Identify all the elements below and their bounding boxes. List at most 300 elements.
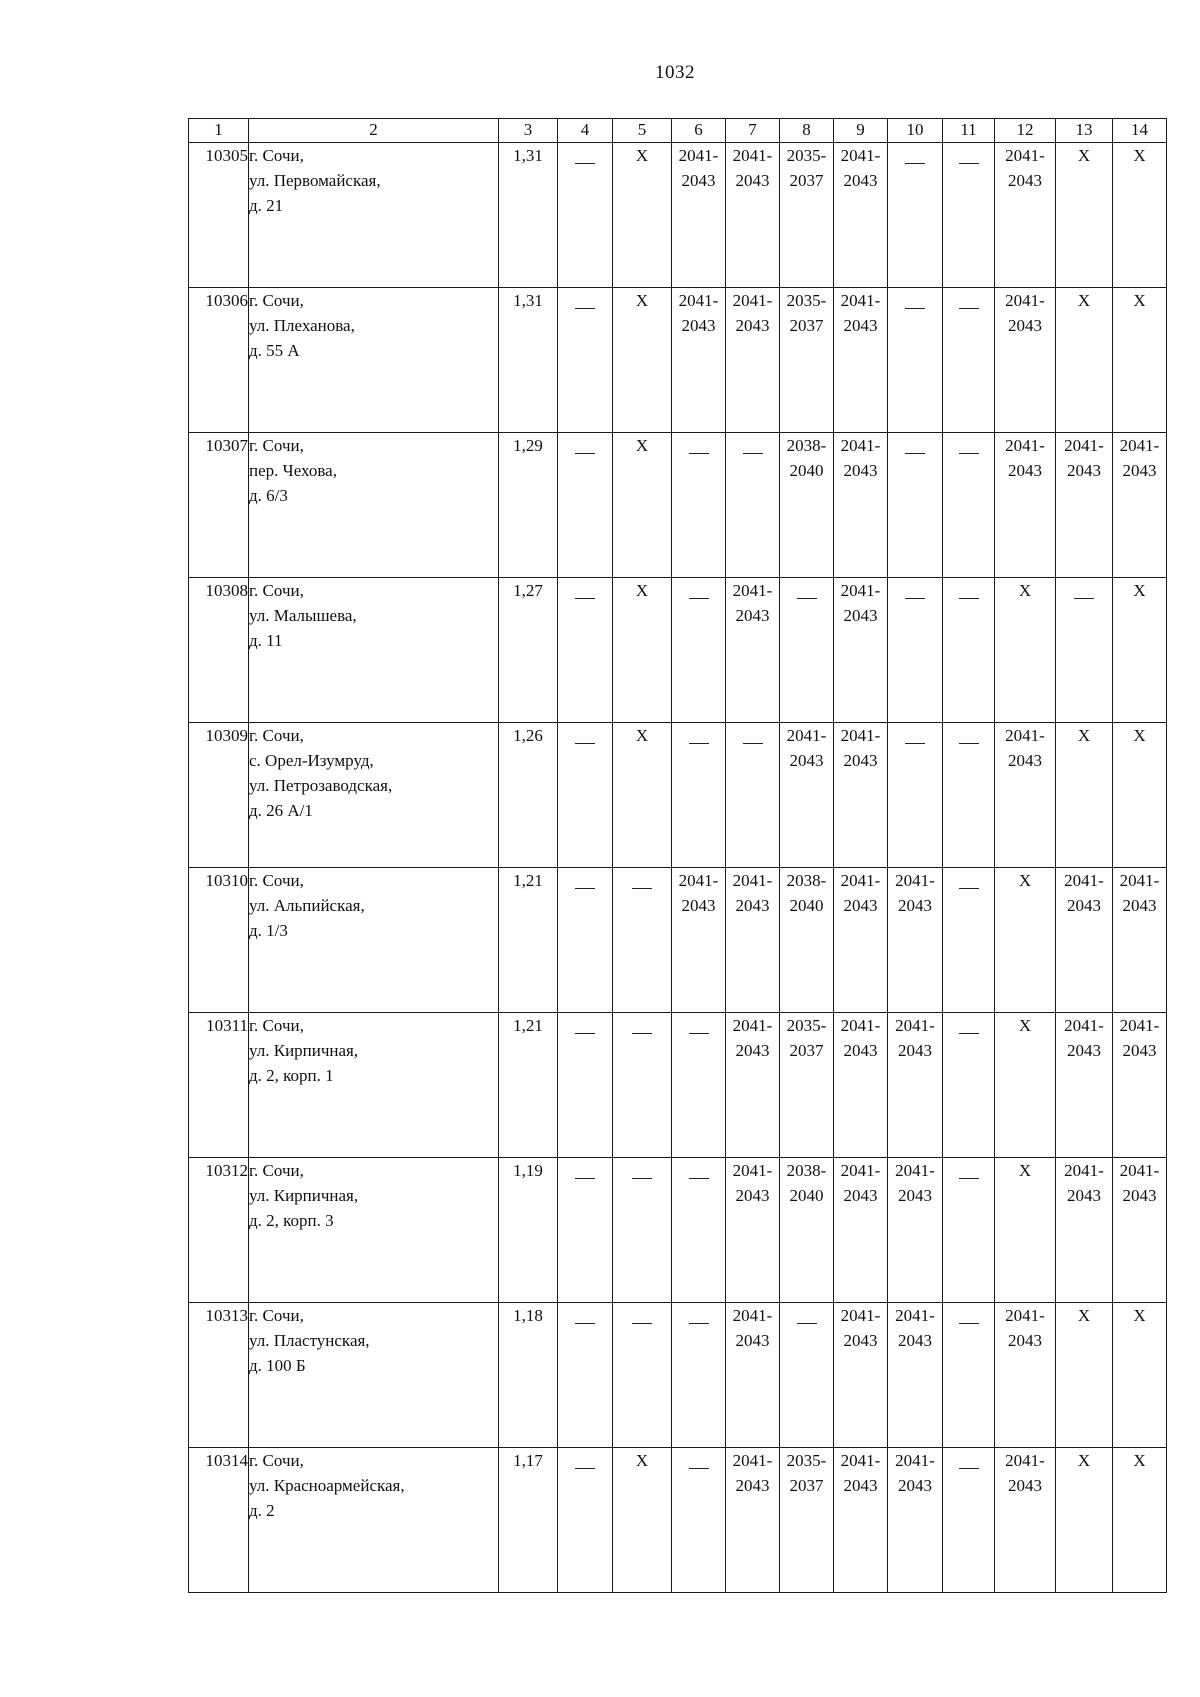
value-cell-col-13 [1056, 723, 1113, 868]
table-row [189, 433, 1167, 578]
term-value: Х [635, 291, 649, 310]
value-cell-col-6 [672, 723, 726, 868]
value-cell-col-8 [780, 1158, 834, 1303]
term-value: 2041- 2043 [1005, 726, 1045, 770]
term-value: 2041- 2043 [732, 291, 773, 335]
term-value: 2041- 2043 [1119, 1161, 1160, 1205]
value-cell-col-14 [1113, 1158, 1167, 1303]
address-line: ул. Красноармейская, [249, 1476, 405, 1495]
address-line: д. 6/3 [249, 486, 288, 505]
term-value: 2041- 2043 [1119, 436, 1160, 480]
value-cell-col-4 [558, 1303, 613, 1448]
dash-mark [959, 453, 979, 454]
term-value: 2041- 2043 [840, 1016, 881, 1060]
term-value: 2041- 2043 [840, 146, 881, 190]
value-cell-col-5 [613, 1303, 672, 1448]
value-cell-col-7 [726, 1158, 780, 1303]
row-number: 10311 [189, 1013, 249, 1158]
term-value: 2041- 2043 [1064, 871, 1104, 915]
value-cell-col-11 [943, 433, 995, 578]
value-cell-col-10 [888, 1158, 943, 1303]
value-cell-col-4 [558, 288, 613, 433]
address-line: д. 21 [249, 196, 284, 215]
address-line: пер. Чехова, [249, 461, 337, 480]
term-value: 2041- 2043 [840, 871, 881, 915]
row-number: 10306 [189, 288, 249, 433]
address-line: г. Сочи, [249, 1016, 304, 1035]
dash-mark [797, 598, 817, 599]
value-cell-col-5 [613, 868, 672, 1013]
ratio-cell: 1,26 [499, 723, 558, 868]
value-cell-col-4 [558, 578, 613, 723]
table-row [189, 1013, 1167, 1158]
term-value: Х [1133, 291, 1146, 310]
value-cell-col-14 [1113, 578, 1167, 723]
dash-mark [689, 598, 709, 599]
value-cell-col-13 [1056, 578, 1113, 723]
value-cell-col-11 [943, 1303, 995, 1448]
term-value: 2041- 2043 [840, 1161, 881, 1205]
dash-mark [689, 1178, 709, 1179]
value-cell-col-5 [613, 1448, 672, 1593]
term-value: 2035- 2037 [786, 146, 827, 190]
dash-mark [632, 1033, 652, 1034]
term-value: 2041- 2043 [1119, 1016, 1160, 1060]
table-row [189, 1448, 1167, 1593]
term-value: 2038- 2040 [786, 436, 827, 480]
value-cell-col-10 [888, 288, 943, 433]
value-cell-col-14 [1113, 433, 1167, 578]
dash-mark [689, 1468, 709, 1469]
value-cell-col-11 [943, 723, 995, 868]
value-cell-col-12 [995, 578, 1056, 723]
value-cell-col-14 [1113, 143, 1167, 288]
value-cell-col-5 [613, 288, 672, 433]
value-cell-col-13 [1056, 1303, 1113, 1448]
ratio-cell: 1,27 [499, 578, 558, 723]
address-line: г. Сочи, [249, 1451, 304, 1470]
column-number-4: 4 [558, 119, 613, 143]
term-value: 2041- 2043 [895, 1451, 935, 1495]
value-cell-col-12 [995, 1303, 1056, 1448]
value-cell-col-11 [943, 288, 995, 433]
term-value: Х [635, 726, 649, 745]
dash-mark [959, 598, 979, 599]
address-line: ул. Кирпичная, [249, 1041, 359, 1060]
address-cell [249, 143, 499, 288]
term-value: 2041- 2043 [1005, 1306, 1045, 1350]
value-cell-col-7 [726, 1303, 780, 1448]
value-cell-col-10 [888, 723, 943, 868]
term-value: 2041- 2043 [840, 1306, 881, 1350]
address-line: г. Сочи, [249, 581, 304, 600]
dash-mark [905, 308, 925, 309]
term-value: 2041- 2043 [840, 291, 881, 335]
dash-mark [575, 888, 595, 889]
value-cell-col-14 [1113, 868, 1167, 1013]
column-number-12: 12 [995, 119, 1056, 143]
value-cell-col-8 [780, 723, 834, 868]
column-number-13: 13 [1056, 119, 1113, 143]
dash-mark [959, 1323, 979, 1324]
value-cell-col-5 [613, 1013, 672, 1158]
value-cell-col-12 [995, 723, 1056, 868]
dash-mark [959, 163, 979, 164]
value-cell-col-8 [780, 1448, 834, 1593]
value-cell-col-5 [613, 433, 672, 578]
term-value: 2041- 2043 [1005, 1451, 1045, 1495]
value-cell-col-7 [726, 1013, 780, 1158]
column-number-9: 9 [834, 119, 888, 143]
dash-mark [959, 888, 979, 889]
value-cell-col-13 [1056, 288, 1113, 433]
term-value: 2041- 2043 [1064, 1161, 1104, 1205]
term-value: 2035- 2037 [786, 291, 827, 335]
term-value: Х [1133, 1451, 1146, 1470]
value-cell-col-11 [943, 143, 995, 288]
address-line: г. Сочи, [249, 436, 304, 455]
address-cell [249, 1158, 499, 1303]
term-value: Х [635, 146, 649, 165]
ratio-cell: 1,31 [499, 143, 558, 288]
value-cell-col-12 [995, 868, 1056, 1013]
value-cell-col-12 [995, 1448, 1056, 1593]
term-value: 2041- 2043 [895, 1306, 935, 1350]
dash-mark [575, 163, 595, 164]
value-cell-col-7 [726, 433, 780, 578]
value-cell-col-7 [726, 288, 780, 433]
value-cell-col-5 [613, 143, 672, 288]
value-cell-col-10 [888, 1303, 943, 1448]
row-number: 10313 [189, 1303, 249, 1448]
address-line: ул. Петрозаводская, [249, 776, 393, 795]
value-cell-col-7 [726, 578, 780, 723]
value-cell-col-9 [834, 723, 888, 868]
value-cell-col-12 [995, 288, 1056, 433]
address-line: д. 100 Б [249, 1356, 306, 1375]
dash-mark [743, 743, 763, 744]
term-value: Х [1018, 581, 1032, 600]
value-cell-col-11 [943, 578, 995, 723]
value-cell-col-4 [558, 1448, 613, 1593]
value-cell-col-11 [943, 1013, 995, 1158]
value-cell-col-11 [943, 1448, 995, 1593]
value-cell-col-4 [558, 723, 613, 868]
address-line: д. 2 [249, 1501, 275, 1520]
term-value: 2041- 2043 [895, 1161, 935, 1205]
term-value: Х [1133, 146, 1146, 165]
term-value: Х [1133, 726, 1146, 745]
column-number-10: 10 [888, 119, 943, 143]
term-value: Х [1018, 871, 1032, 890]
row-number: 10312 [189, 1158, 249, 1303]
address-cell [249, 288, 499, 433]
dash-mark [689, 1033, 709, 1034]
ratio-cell: 1,17 [499, 1448, 558, 1593]
term-value: 2041- 2043 [732, 871, 773, 915]
value-cell-col-14 [1113, 723, 1167, 868]
table-row [189, 578, 1167, 723]
term-value: 2041- 2043 [1064, 436, 1104, 480]
value-cell-col-12 [995, 143, 1056, 288]
term-value: Х [1077, 1451, 1091, 1470]
value-cell-col-6 [672, 1158, 726, 1303]
dash-mark [575, 1178, 595, 1179]
dash-mark [575, 1033, 595, 1034]
value-cell-col-8 [780, 143, 834, 288]
address-cell [249, 1303, 499, 1448]
dash-mark [959, 1178, 979, 1179]
address-line: г. Сочи, [249, 146, 304, 165]
term-value: 2041- 2043 [732, 1016, 773, 1060]
dash-mark [575, 1468, 595, 1469]
term-value: 2041- 2043 [732, 1161, 773, 1205]
ratio-cell: 1,31 [499, 288, 558, 433]
value-cell-col-6 [672, 433, 726, 578]
term-value: 2041- 2043 [840, 581, 881, 625]
dash-mark [632, 1323, 652, 1324]
value-cell-col-4 [558, 1013, 613, 1158]
term-value: 2041- 2043 [732, 1306, 773, 1350]
term-value: 2041- 2043 [1005, 436, 1045, 480]
address-line: д. 1/3 [249, 921, 288, 940]
address-line: д. 2, корп. 1 [249, 1066, 334, 1085]
value-cell-col-14 [1113, 288, 1167, 433]
value-cell-col-10 [888, 578, 943, 723]
register-table [188, 118, 1167, 1593]
value-cell-col-10 [888, 143, 943, 288]
value-cell-col-8 [780, 868, 834, 1013]
value-cell-col-4 [558, 433, 613, 578]
row-number: 10307 [189, 433, 249, 578]
term-value: Х [1133, 1306, 1146, 1325]
dash-mark [689, 743, 709, 744]
dash-mark [575, 453, 595, 454]
term-value: 2041- 2043 [678, 291, 719, 335]
value-cell-col-10 [888, 433, 943, 578]
value-cell-col-9 [834, 1448, 888, 1593]
term-value: 2038- 2040 [786, 871, 827, 915]
table-row [189, 868, 1167, 1013]
table-row [189, 1158, 1167, 1303]
value-cell-col-14 [1113, 1013, 1167, 1158]
row-number: 10310 [189, 868, 249, 1013]
value-cell-col-4 [558, 1158, 613, 1303]
term-value: 2041- 2043 [732, 581, 773, 625]
value-cell-col-8 [780, 578, 834, 723]
address-cell [249, 1013, 499, 1158]
address-line: г. Сочи, [249, 871, 304, 890]
value-cell-col-6 [672, 288, 726, 433]
value-cell-col-7 [726, 143, 780, 288]
address-line: д. 55 А [249, 341, 300, 360]
dash-mark [689, 1323, 709, 1324]
term-value: Х [1018, 1016, 1032, 1035]
value-cell-col-9 [834, 143, 888, 288]
ratio-cell: 1,21 [499, 868, 558, 1013]
value-cell-col-6 [672, 143, 726, 288]
dash-mark [905, 598, 925, 599]
dash-mark [575, 598, 595, 599]
value-cell-col-8 [780, 1303, 834, 1448]
value-cell-col-6 [672, 1303, 726, 1448]
dash-mark [959, 743, 979, 744]
term-value: 2041- 2043 [732, 1451, 773, 1495]
dash-mark [632, 1178, 652, 1179]
page-number: 1032 [655, 62, 695, 83]
table-row [189, 288, 1167, 433]
value-cell-col-8 [780, 433, 834, 578]
table-row [189, 143, 1167, 288]
address-line: г. Сочи, [249, 291, 304, 310]
row-number: 10308 [189, 578, 249, 723]
value-cell-col-13 [1056, 1158, 1113, 1303]
term-value: 2041- 2043 [678, 871, 719, 915]
term-value: Х [635, 436, 649, 455]
term-value: 2035- 2037 [786, 1451, 827, 1495]
value-cell-col-13 [1056, 1448, 1113, 1593]
term-value: Х [1133, 581, 1146, 600]
value-cell-col-10 [888, 1013, 943, 1158]
column-number-8: 8 [780, 119, 834, 143]
column-number-2: 2 [249, 119, 499, 143]
value-cell-col-11 [943, 1158, 995, 1303]
term-value: Х [635, 1451, 649, 1470]
term-value: Х [1077, 726, 1091, 745]
term-value: 2041- 2043 [1005, 291, 1045, 335]
value-cell-col-6 [672, 868, 726, 1013]
dash-mark [905, 453, 925, 454]
address-cell [249, 433, 499, 578]
term-value: 2041- 2043 [732, 146, 773, 190]
value-cell-col-9 [834, 578, 888, 723]
dash-mark [959, 1033, 979, 1034]
value-cell-col-9 [834, 433, 888, 578]
value-cell-col-9 [834, 1013, 888, 1158]
value-cell-col-5 [613, 1158, 672, 1303]
dash-mark [905, 163, 925, 164]
term-value: 2035- 2037 [786, 1016, 827, 1060]
term-value: 2041- 2043 [1064, 1016, 1104, 1060]
value-cell-col-9 [834, 1303, 888, 1448]
address-cell [249, 868, 499, 1013]
value-cell-col-9 [834, 1158, 888, 1303]
value-cell-col-14 [1113, 1303, 1167, 1448]
dash-mark [743, 453, 763, 454]
term-value: 2041- 2043 [840, 436, 881, 480]
value-cell-col-7 [726, 723, 780, 868]
column-number-3: 3 [499, 119, 558, 143]
term-value: 2038- 2040 [786, 1161, 827, 1205]
value-cell-col-4 [558, 143, 613, 288]
row-number: 10309 [189, 723, 249, 868]
dash-mark [575, 308, 595, 309]
value-cell-col-11 [943, 868, 995, 1013]
dash-mark [575, 743, 595, 744]
value-cell-col-6 [672, 578, 726, 723]
column-number-5: 5 [613, 119, 672, 143]
value-cell-col-7 [726, 1448, 780, 1593]
dash-mark [959, 1468, 979, 1469]
address-line: д. 2, корп. 3 [249, 1211, 334, 1230]
address-line: ул. Плеханова, [249, 316, 355, 335]
term-value: Х [1077, 1306, 1091, 1325]
value-cell-col-13 [1056, 143, 1113, 288]
value-cell-col-10 [888, 1448, 943, 1593]
dash-mark [905, 743, 925, 744]
ratio-cell: 1,29 [499, 433, 558, 578]
dash-mark [632, 888, 652, 889]
value-cell-col-5 [613, 578, 672, 723]
address-line: ул. Первомайская, [249, 171, 381, 190]
term-value: Х [1077, 146, 1091, 165]
term-value: 2041- 2043 [895, 871, 935, 915]
column-number-11: 11 [943, 119, 995, 143]
term-value: Х [1018, 1161, 1032, 1180]
column-number-1: 1 [189, 119, 249, 143]
term-value: Х [635, 581, 649, 600]
address-line: с. Орел-Изумруд, [249, 751, 374, 770]
value-cell-col-14 [1113, 1448, 1167, 1593]
value-cell-col-6 [672, 1448, 726, 1593]
value-cell-col-4 [558, 868, 613, 1013]
address-cell [249, 723, 499, 868]
value-cell-col-13 [1056, 1013, 1113, 1158]
column-number-6: 6 [672, 119, 726, 143]
value-cell-col-12 [995, 433, 1056, 578]
value-cell-col-10 [888, 868, 943, 1013]
column-number-row [189, 119, 1167, 143]
dash-mark [575, 1323, 595, 1324]
dash-mark [689, 453, 709, 454]
address-line: г. Сочи, [249, 726, 304, 745]
value-cell-col-12 [995, 1158, 1056, 1303]
address-line: д. 11 [249, 631, 283, 650]
table-row [189, 723, 1167, 868]
value-cell-col-12 [995, 1013, 1056, 1158]
value-cell-col-8 [780, 288, 834, 433]
ratio-cell: 1,21 [499, 1013, 558, 1158]
value-cell-col-5 [613, 723, 672, 868]
value-cell-col-7 [726, 868, 780, 1013]
dash-mark [959, 308, 979, 309]
address-line: ул. Альпийская, [249, 896, 365, 915]
column-number-14: 14 [1113, 119, 1167, 143]
term-value: 2041- 2043 [1005, 146, 1045, 190]
address-line: д. 26 А/1 [249, 801, 313, 820]
term-value: 2041- 2043 [840, 726, 881, 770]
table-row [189, 1303, 1167, 1448]
address-line: г. Сочи, [249, 1161, 304, 1180]
ratio-cell: 1,18 [499, 1303, 558, 1448]
dash-mark [797, 1323, 817, 1324]
value-cell-col-9 [834, 868, 888, 1013]
term-value: 2041- 2043 [678, 146, 719, 190]
value-cell-col-8 [780, 1013, 834, 1158]
row-number: 10314 [189, 1448, 249, 1593]
term-value: 2041- 2043 [840, 1451, 881, 1495]
dash-mark [1074, 598, 1094, 599]
address-line: ул. Кирпичная, [249, 1186, 359, 1205]
ratio-cell: 1,19 [499, 1158, 558, 1303]
value-cell-col-6 [672, 1013, 726, 1158]
column-number-7: 7 [726, 119, 780, 143]
term-value: 2041- 2043 [1119, 871, 1160, 915]
term-value: 2041- 2043 [786, 726, 827, 770]
value-cell-col-13 [1056, 868, 1113, 1013]
row-number: 10305 [189, 143, 249, 288]
value-cell-col-13 [1056, 433, 1113, 578]
